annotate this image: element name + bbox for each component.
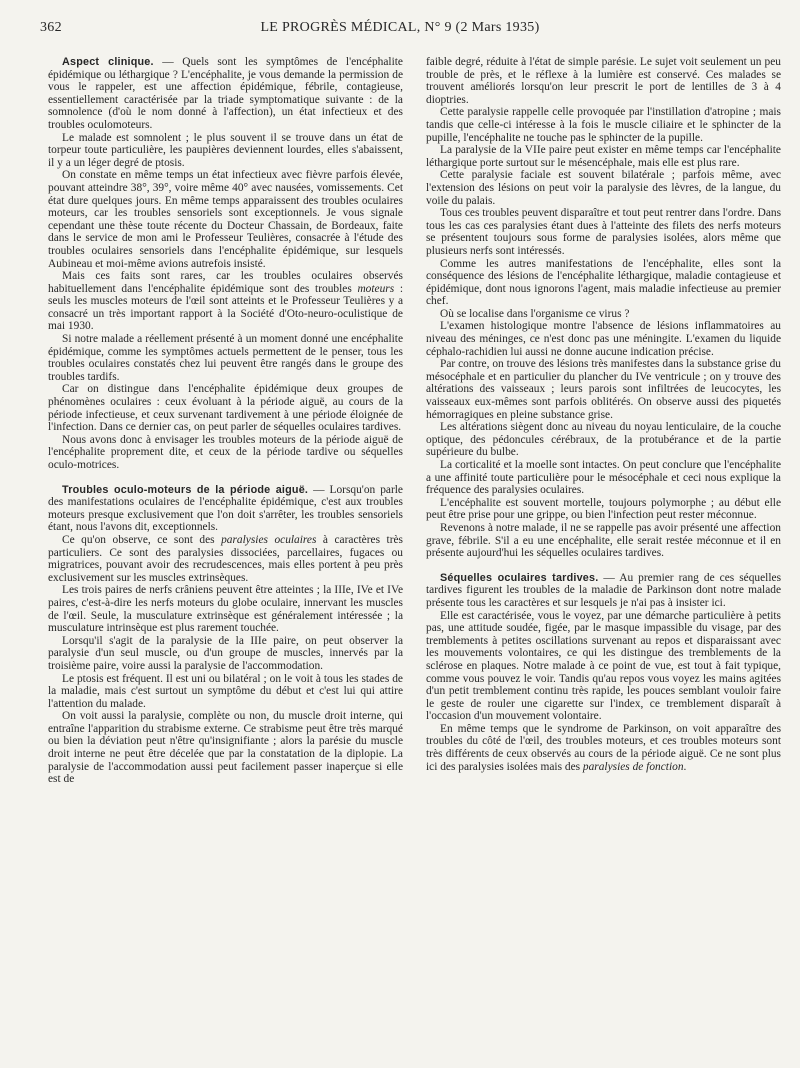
paragraph — [48, 534, 403, 584]
paragraph: Tous ces troubles peuvent disparaître et tout peut rentrer dans l'ordre. Dans tous les cas ces paralysies étant dues à l'atteinte des filets des nerfs moteurs se présentent toujours sous forme de paralysies isolées, alors même que plusieurs nerfs sont intéressés. — [426, 207, 781, 257]
paragraph: Cette paralysie rappelle celle provoquée par l'instillation d'atropine ; mais tandis que celle-ci intéresse à la fois le muscle ciliaire et le sphincter de la pupille, l'encéphalite ne touche pas le sphincter de la pupille. — [426, 106, 781, 144]
right-column — [426, 56, 781, 773]
paragraph: Si notre malade a réellement présenté à un moment donné une encéphalite épidémique, comme les symptômes actuels permettent de le penser, tous les troubles oculaires constatés chez lui peuvent être rangés dans le groupe des troubles tardifs. — [48, 333, 403, 383]
section-heading: Troubles oculo-moteurs de la période aiguë. — [62, 483, 309, 496]
paragraph: Par contre, on trouve des lésions très manifestes dans la substance grise du mésocéphale et en particulier du plancher du IVe ventricule ; on y trouve des altérations des vaisseaux ; leurs parois sont infiltrées de leucocytes, les vaisseaux eux-mêmes sont parfois oblitérés. On observe aussi des piquetés hémorragiques en pleine substance grise. — [426, 358, 781, 421]
paragraph-text: Quels sont les symptômes de l'encéphalite épidémique ou léthargique ? L'encéphalite, je vous demande la permission de vous le rappeler, est une affection épidémique, fébrile, contagieuse, essentiellement caractérisée par la triade symptomatique suivante : de la somnolence (d'où le nom donné à l'affection), un état infectieux et des troubles oculomoteurs. — [48, 56, 403, 131]
paragraph-text: à caractères très particuliers. Ce sont des paralysies dissociées, parcellaires, fugaces ou migratrices, pouvant avoir des recrudescences, mais elles portent à peu près exclusivement sur les muscles extrinsèques. — [48, 533, 403, 584]
paragraph: Les altérations siègent donc au niveau du noyau lenticulaire, de la couche optique, des pédoncules cérébraux, de la protubérance et de la partie supérieure du bulbe. — [426, 421, 781, 459]
paragraph: Elle est caractérisée, vous le voyez, par une démarche particulière à petits pas, une attitude soudée, figée, par le masque impassible du visage, par des tremblements à petites oscillations survenant au repos et disparaissant avec les mouvements volontaires, ce qui les distingue des tremblements de la sclérose en plaques. Notre malade à ce point de vue, est tout à fait typique, comme vous pouvez le voir. Tandis qu'au repos vous voyez les mains agitées d'un petit tremblement continu très rapide, les pouces semblant vouloir faire le geste de rouler une cigarette sur l'index, ce tremblement disparaît à l'occasion d'un mouvement volontaire. — [426, 609, 781, 723]
paragraph-text: Au premier rang de ces séquelles tardives figurent les troubles de la maladie de Parkinson dont notre malade présente tous les caractères et sur lesquels je n'ai pas à insister ici. — [426, 571, 782, 609]
paragraph: Troubles oculo-moteurs de la période aiguë. — Lorsqu'on parle des manifestations oculaires de l'encéphalite épidémique, c'est aux troubles moteurs presque exclusivement que l'on doit s'arrêter, les troubles sensoriels étant, nous l'avons dit, exceptionnels. — [48, 483, 403, 534]
paragraph-text: Ce qu'on observe, ce sont des — [62, 533, 222, 546]
journal-title: LE PROGRÈS MÉDICAL, N° 9 (2 Mars 1935) — [260, 20, 540, 35]
paragraph-text: Mais ces faits sont rares, car les troubles oculaires observés habituellement dans l'encéphalite épidémique sont des troubles — [48, 270, 403, 295]
paragraph: L'examen histologique montre l'absence de lésions inflammatoires au niveau des méninges, ce n'est donc pas une méningite. L'examen du liquide céphalo-rachidien lui aussi ne donne aucune indication précise. — [426, 320, 781, 358]
paragraph: Séquelles oculaires tardives. — Au premier rang de ces séquelles tardives figurent les troubles de la maladie de Parkinson dont notre malade présente tous les caractères et sur lesquels je n'ai pas à insister ici. — [426, 571, 782, 609]
paragraph: Revenons à notre malade, il ne se rappelle pas avoir présenté une affection grave, fébrile. S'il a eu une encéphalite, elle serait restée méconnue et il en présente aujourd'hui les séquelles oculaires tardives. — [426, 521, 781, 560]
paragraph-text: Lorsqu'on parle des manifestations oculaires de l'encéphalite épidémique, c'est aux troubles moteurs presque exclusivement que l'on doit s'arrêter, les troubles sensoriels étant, nous l'avons dit, exceptionnels. — [48, 483, 403, 534]
paragraph-text: . — [683, 760, 687, 773]
paragraph: Le malade est somnolent ; le plus souvent il se trouve dans un état de torpeur toute particulière, les paupières deviennent lourdes, elles s'abaissent, il y a un léger degré de ptosis. — [48, 131, 403, 169]
paragraph: On voit aussi la paralysie, complète ou non, du muscle droit interne, qui entraîne l'apparition du strabisme externe. Ce strabisme peut être très marqué ou bien la déviation peut n'être qu'insignifiante ; alors la parésie du muscle droit interne ne peut être décelée que par la constatation de la diplopie. La paralysie de l'accommodation aussi peut facilement passer inaperçue si elle est de — [48, 710, 403, 786]
paragraph-text: En même temps que le syndrome de Parkinson, on voit apparaître des troubles du côté de l'œil, des troubles moteurs, et ces troubles moteurs sont très différents de ceux observés au cours de la période aiguë. Ce ne sont plus ici des paralysies isolées mais des — [426, 722, 781, 773]
italic-term: paralysies oculaires — [221, 533, 317, 546]
paragraph: La corticalité et la moelle sont intactes. On peut conclure que l'encéphalite a une affinité toute particulière pour le mésocéphale et ceci nous explique la fréquence des paralysies oculaires. — [426, 459, 781, 497]
section-heading: Séquelles oculaires tardives. — [440, 571, 599, 584]
paragraph: Cette paralysie faciale est souvent bilatérale ; parfois même, avec l'extension des lésions on peut voir la paralysie des lèvres, de la langue, du voile du palais. — [426, 169, 781, 207]
paragraph — [426, 723, 781, 773]
paragraph: faible degré, réduite à l'état de simple parésie. Le sujet voit seulement un peu trouble de près, et le réflexe à la lumière est conservé. Ces malades se trouvent améliorés lorsqu'on leur prescrit le port de lentilles de 3 à 4 dioptries. — [426, 56, 781, 106]
paragraph: On constate en même temps un état infectieux avec fièvre parfois élevée, pouvant atteindre 38°, 39°, voire même 40° avec nausées, vomissements. Cet état dure quelques jours. En même temps apparaissent des troubles oculaires moteurs, car les troubles sensoriels sont exceptionnels. Je vous signale cependant une thèse toute récente du Docteur Chassain, de Bordeaux, faite dans le service de mon ami le Professeur Teulières, consacrée à l'étude des troubles oculaires sensoriels dans l'encéphalite épidémique, sur lesquels Aubineau et moi-même avions autrefois insisté. — [48, 169, 403, 270]
page-number: 362 — [40, 20, 62, 35]
page-header — [40, 20, 760, 42]
paragraph: La paralysie de la VIIe paire peut exister en même temps car l'encéphalite léthargique porte surtout sur le mésencéphale, mais elle est plus rare. — [426, 144, 781, 169]
paragraph: Nous avons donc à envisager les troubles moteurs de la période aiguë de l'encéphalite proprement dite, et ceux de la période tardive ou séquelles oculo-motrices. — [48, 433, 403, 471]
paragraph: Les trois paires de nerfs crâniens peuvent être atteintes ; la IIIe, IVe et IVe paires, c'est-à-dire les nerfs moteurs du globe oculaire, innervant les muscles de l'œil. Seule, la musculature extrinsèque est généralement intéressée ; la musculature intrinsèque est plus rarement touchée. — [48, 584, 403, 635]
paragraph-text: : seuls les muscles moteurs de l'œil sont atteints et le Professeur Teulières y a consacré un très important rapport à la Société d'Oto-neuro-oculistique de mai 1930. — [48, 282, 403, 333]
paragraph: Où se localise dans l'organisme ce virus ? — [440, 307, 630, 320]
italic-term: moteurs — [357, 282, 395, 295]
paragraph: Lorsqu'il s'agit de la paralysie de la IIIe paire, on peut observer la paralysie d'un seul muscle, ou d'un groupe de muscles, innervés par la troisième paire, voire aussi la paralysie de l'accommodation. — [48, 634, 403, 672]
left-column — [48, 56, 403, 786]
paragraph: Le ptosis est fréquent. Il est uni ou bilatéral ; on le voit à tous les stades de la maladie, mais c'est surtout un symptôme du début et c'est lui qui attire l'attention du malade. — [48, 672, 403, 710]
paragraph: Comme les autres manifestations de l'encéphalite, elles sont la conséquence des lésions de l'encéphalite léthargique, maladie contagieuse et épidémique, dont nous ignorons l'agent, mais maladie infectieuse au premier chef. — [426, 257, 781, 308]
italic-term: paralysies de fonction — [582, 760, 684, 773]
paragraph — [48, 270, 403, 333]
paragraph: Aspect clinique. — Quels sont les symptômes de l'encéphalite épidémique ou léthargique ? L'encéphalite, je vous demande la permission de vous le rappeler, est une affection épidémique, fébrile, contagieuse, essentiellement caractérisée par la triade symptomatique suivante : de la somnolence (d'où le nom donné à l'affection), un état infectieux et des troubles oculomoteurs. — [48, 56, 403, 131]
paragraph: L'encéphalite est souvent mortelle, toujours polymorphe ; au début elle peut être prise pour une grippe, ou bien l'infection peut rester méconnue. — [426, 496, 781, 522]
section-heading: Aspect clinique. — [62, 56, 154, 68]
paragraph: Car on distingue dans l'encéphalite épidémique deux groupes de phénomènes oculaires : ceux évoluant à la période aiguë, au cours de la période infectieuse, et ceux survenant tardivement à une période éloignée de l'infection. Dans ce dernier cas, on peut parler de séquelles oculaires tardives. — [48, 383, 403, 434]
